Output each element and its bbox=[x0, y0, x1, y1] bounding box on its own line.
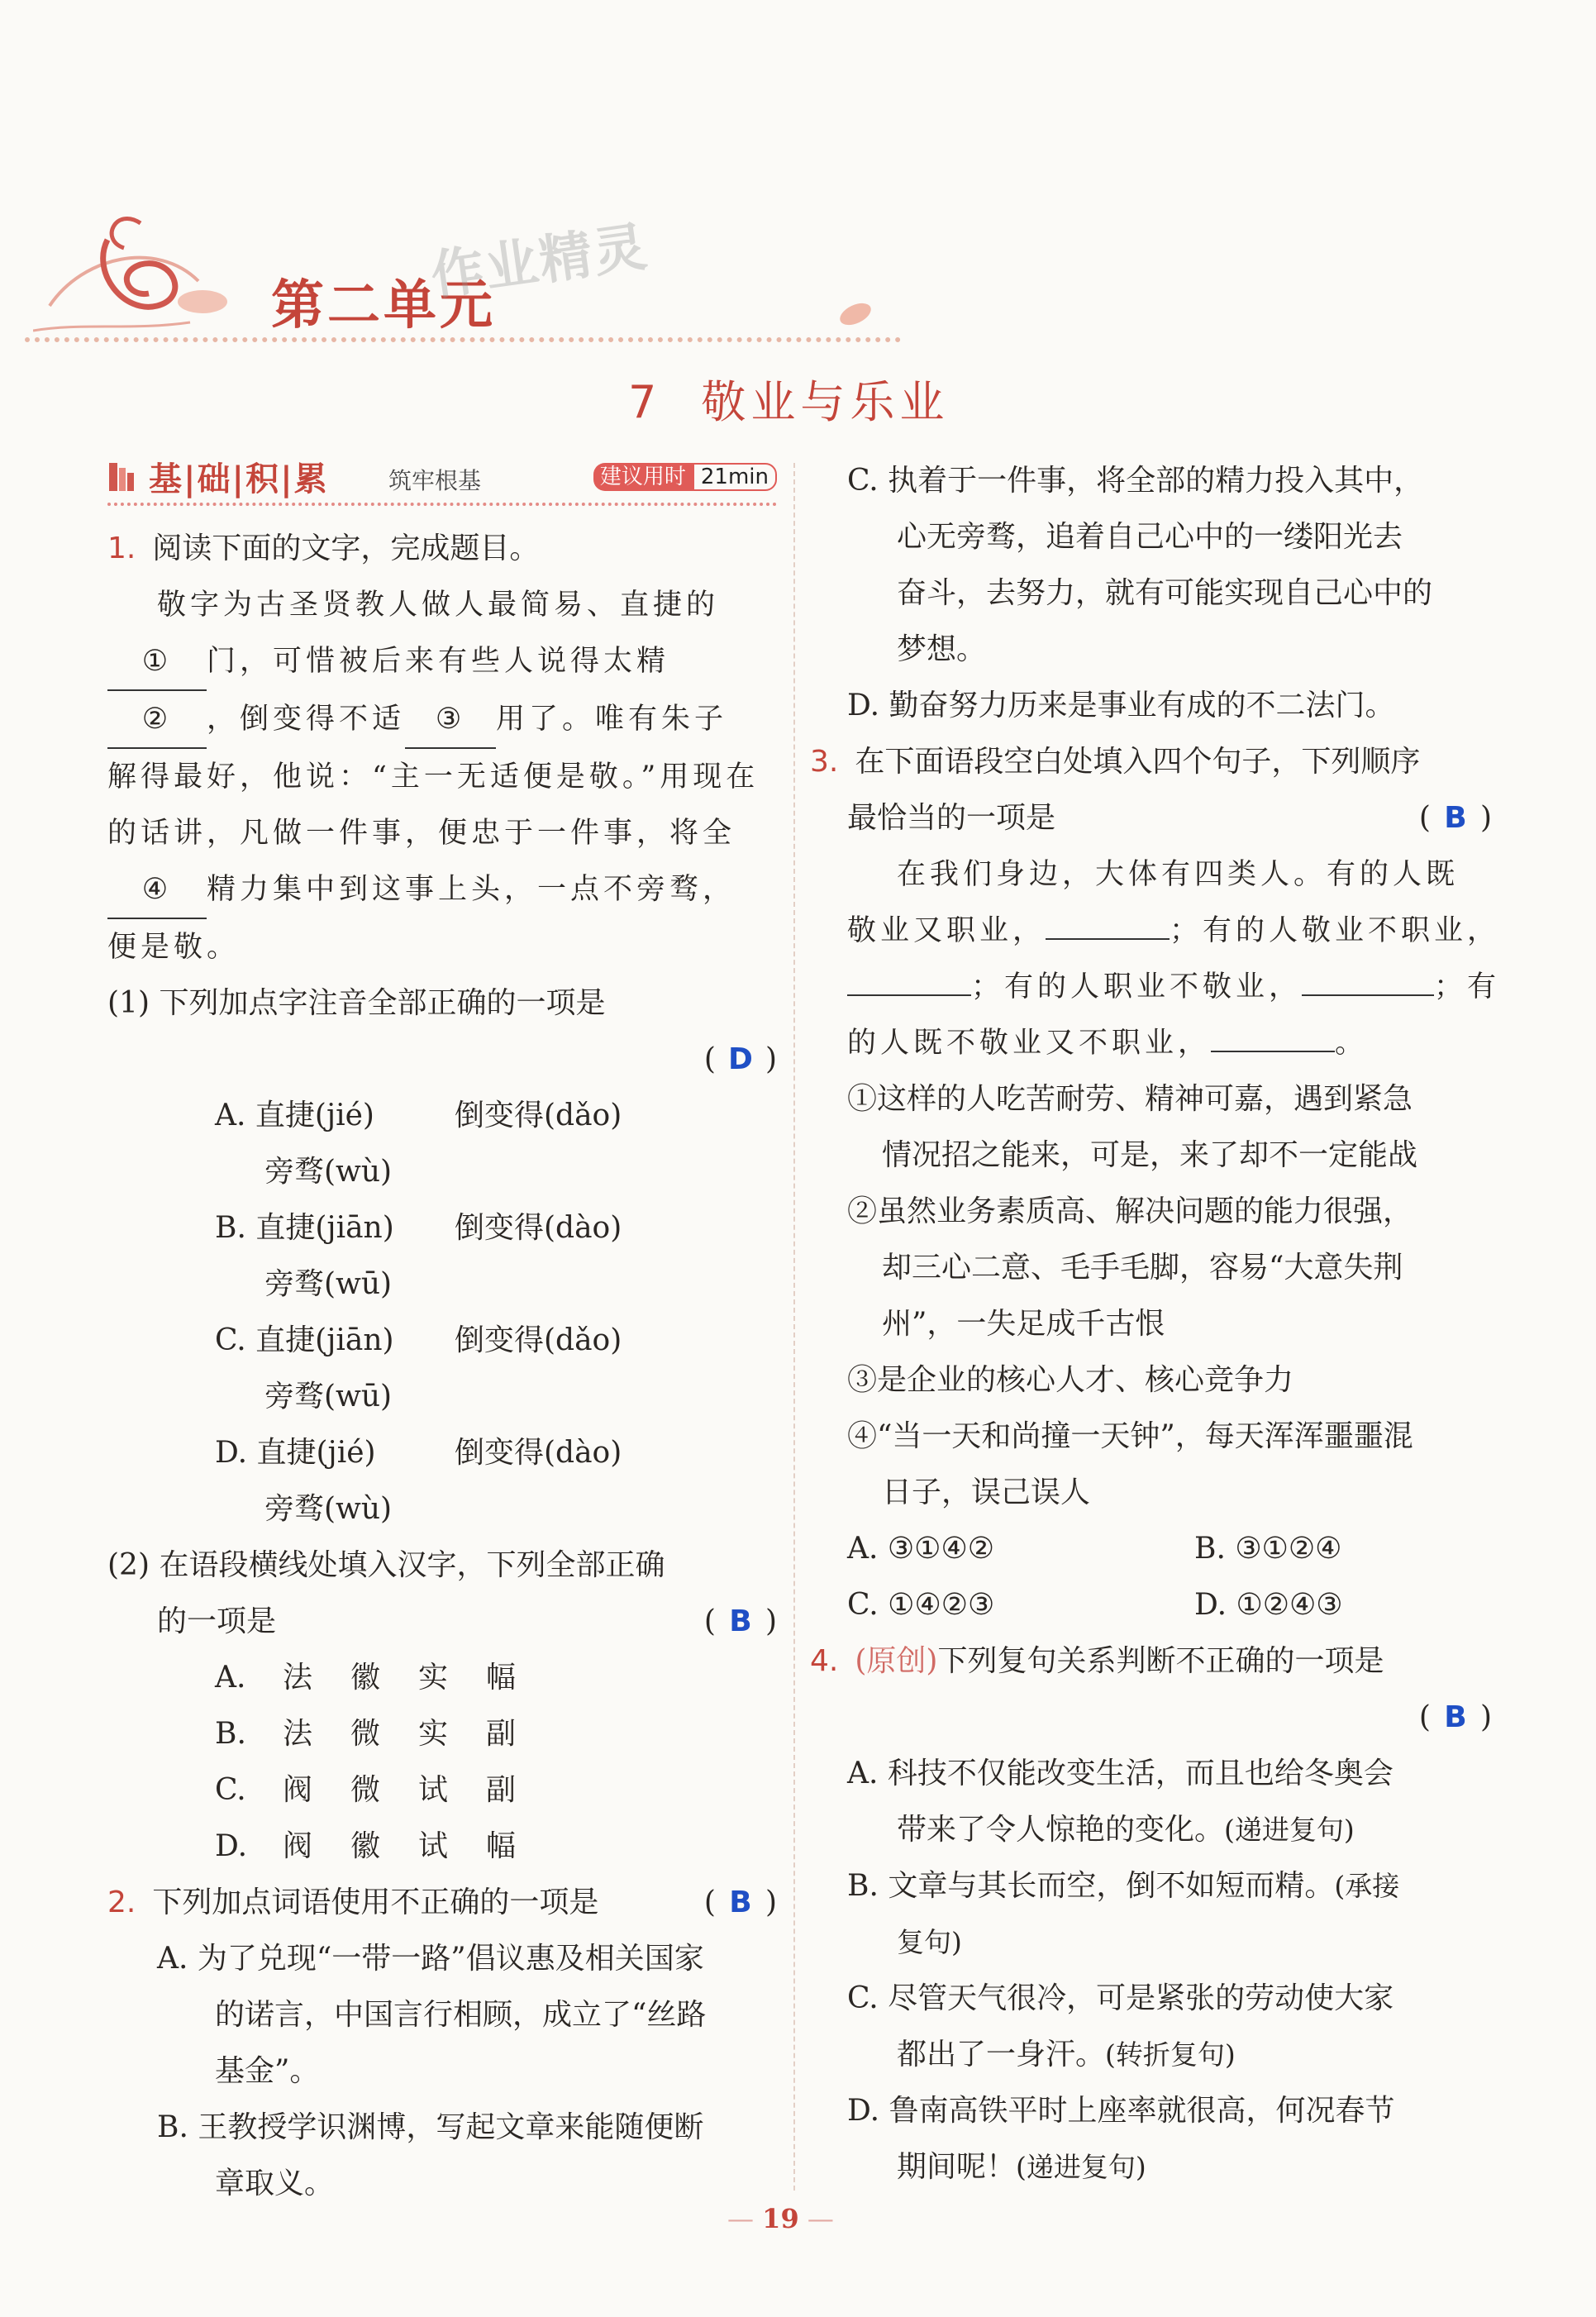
q1-passage-line bbox=[107, 633, 777, 691]
option-text: 期间呢！ bbox=[897, 2150, 1017, 2184]
q2-option-a-cont: 基金”。 bbox=[215, 2054, 320, 2088]
option-label: A. bbox=[847, 1532, 879, 1566]
q3-item-4-cont: 日子，误己误人 bbox=[882, 1476, 1091, 1509]
q3-item-2-cont: 州”，一失足成千古恨 bbox=[882, 1307, 1165, 1341]
word: 试 bbox=[418, 1829, 449, 1863]
suggested-time bbox=[593, 460, 777, 490]
q3-item-2-cont: 却三心二意、毛手毛脚，容易“大意失荆 bbox=[882, 1251, 1403, 1285]
option-text: ③①②④ bbox=[1235, 1532, 1342, 1566]
section-header bbox=[107, 453, 777, 506]
q4-stem-text: 下列复句关系判断不正确的一项是 bbox=[937, 1644, 1384, 1678]
option-label: C. bbox=[215, 1773, 246, 1807]
option-label: A. bbox=[215, 1099, 246, 1132]
q2-option-a-cont: 的诺言，中国言行相顾，成立了“丝路 bbox=[215, 1998, 707, 2032]
header-divider bbox=[25, 337, 901, 342]
leaf-ornament-icon bbox=[835, 296, 876, 329]
answer-q2: B bbox=[729, 1886, 752, 1919]
q2-option-c: C. 执着于一件事，将全部的精力投入其中， bbox=[847, 464, 1424, 498]
word: 副 bbox=[486, 1717, 517, 1751]
section-subtitle: 筑牢根基 bbox=[388, 467, 482, 494]
lesson-name: 敬业与乐业 bbox=[701, 376, 950, 428]
word: 试 bbox=[418, 1773, 449, 1807]
left-column bbox=[107, 453, 777, 2212]
q3-stem bbox=[810, 734, 1492, 790]
blank bbox=[847, 994, 971, 996]
q4-option-a-cont bbox=[847, 1802, 1492, 1858]
q3-item-1-cont: 情况招之能来，可是，来了却不一定能战 bbox=[882, 1138, 1418, 1172]
q1-stem bbox=[107, 521, 777, 577]
option-b bbox=[107, 1706, 777, 1762]
q1-stem-text: 阅读下面的文字，完成题目。 bbox=[152, 532, 540, 565]
relation-note: (承接 bbox=[1334, 1870, 1400, 1902]
book-icon bbox=[107, 460, 136, 493]
blank bbox=[1302, 994, 1434, 996]
q3-options-ab bbox=[847, 1521, 1492, 1577]
option-a-cont: 旁骛(wù) bbox=[264, 1155, 393, 1189]
passage-text: 敬业又职业， bbox=[847, 914, 1046, 947]
q3-item-1: ①这样的人吃苦耐劳、精神可嘉，遇到紧急 bbox=[847, 1082, 1413, 1116]
relation-note: (递进复句) bbox=[1224, 1814, 1355, 1846]
option-label: D. bbox=[1194, 1588, 1227, 1622]
word: 微 bbox=[350, 1773, 381, 1807]
answer-q3: B bbox=[1444, 801, 1467, 835]
option-text: ①②④③ bbox=[1236, 1588, 1343, 1622]
q3-options-cd bbox=[847, 1577, 1492, 1633]
stem-text: 最恰当的一项是 bbox=[847, 801, 1056, 835]
word: 幅 bbox=[486, 1661, 517, 1695]
q4-option-d: D. 鲁南高铁平时上座率就很高，何况春节 bbox=[847, 2094, 1395, 2128]
q1-number: 1. bbox=[107, 532, 136, 565]
column-divider bbox=[793, 463, 795, 2191]
option-a bbox=[107, 1088, 777, 1144]
q1-passage-line: 的话讲，凡做一件事，便忠于一件事，将全 bbox=[107, 817, 736, 850]
q3-passage-line: 在我们身边，大体有四类人。有的人既 bbox=[897, 858, 1460, 891]
answer-q1-1: D bbox=[728, 1042, 753, 1076]
option-d bbox=[107, 1425, 777, 1481]
relation-note: (转折复句) bbox=[1105, 2038, 1236, 2071]
option-label: C. bbox=[847, 1588, 879, 1622]
lesson-number: 7 bbox=[628, 376, 662, 428]
blank-4: ④ bbox=[107, 861, 207, 919]
q2-option-b-cont: 章取义。 bbox=[215, 2167, 335, 2200]
option-label: C. bbox=[215, 1323, 246, 1357]
word: 法 bbox=[283, 1717, 313, 1751]
option-d-cont: 旁骛(wù) bbox=[264, 1492, 393, 1526]
q4-option-b bbox=[847, 1858, 1492, 1914]
q1-passage-line bbox=[107, 691, 777, 749]
option-b bbox=[107, 1200, 777, 1256]
passage-text: 用了。唯有朱子 bbox=[496, 703, 728, 736]
word: 微 bbox=[350, 1717, 381, 1751]
option-label: B. bbox=[1194, 1532, 1226, 1566]
q2-option-c-cont: 奋斗，去努力，就有可能实现自己心中的 bbox=[897, 576, 1433, 610]
option-text: 倒变得(dào) bbox=[455, 1211, 622, 1245]
q4-option-c-cont bbox=[847, 2027, 1492, 2083]
passage-text: ；有的人职业不敬业， bbox=[971, 970, 1303, 1004]
q1-passage-line: 便是敬。 bbox=[107, 931, 241, 964]
option-d bbox=[1194, 1577, 1343, 1633]
answer-q4: B bbox=[1444, 1700, 1467, 1734]
word: 法 bbox=[283, 1661, 313, 1695]
watermark: 作业精灵 bbox=[426, 216, 652, 308]
option-text: 倒变得(dào) bbox=[455, 1436, 622, 1470]
q1-sub2-stem: (2) 在语段横线处填入汉字，下列全部正确 bbox=[107, 1548, 665, 1582]
q3-stem-cont: 最恰当的一项是 ( B ) bbox=[847, 790, 1492, 846]
swirl-ornament-icon bbox=[33, 207, 248, 347]
option-text: 倒变得(dǎo) bbox=[455, 1099, 622, 1132]
option-text: ③①④② bbox=[887, 1532, 994, 1566]
option-label: D. bbox=[215, 1436, 248, 1470]
right-column bbox=[810, 453, 1501, 2195]
word: 幅 bbox=[486, 1829, 517, 1863]
q2-stem: 2. 下列加点词语使用不正确的一项是 ( B ) bbox=[107, 1875, 777, 1931]
time-label: 建议用时 bbox=[593, 463, 693, 491]
passage-text: ，倒变得不适 bbox=[207, 703, 406, 736]
blank-2: ② bbox=[107, 691, 207, 749]
original-tag: (原创) bbox=[855, 1644, 938, 1678]
word: 实 bbox=[418, 1661, 449, 1695]
blank-1: ① bbox=[107, 633, 207, 691]
q1-passage-line bbox=[107, 861, 777, 919]
relation-note: (递进复句) bbox=[1016, 2151, 1146, 2183]
passage-text: ；有 bbox=[1434, 970, 1501, 1004]
q4-option-d-cont bbox=[847, 2139, 1492, 2195]
page-number-text: 19 bbox=[762, 2203, 799, 2234]
q4-option-c: C. 尽管天气很冷，可是紧张的劳动使大家 bbox=[847, 1981, 1394, 2015]
option-label: B. bbox=[215, 1211, 246, 1245]
section-title: 基|础|积|累 bbox=[149, 460, 329, 498]
option-text: 直捷(jiān) bbox=[255, 1323, 394, 1357]
option-text: 带来了令人惊艳的变化。 bbox=[897, 1813, 1225, 1847]
q3-item-2: ②虽然业务素质高、解决问题的能力很强， bbox=[847, 1194, 1413, 1228]
page-number: — 19 — bbox=[727, 2203, 834, 2234]
q3-item-4: ④“当一天和尚撞一天钟”，每天浑浑噩噩混 bbox=[847, 1419, 1413, 1453]
option-text: 直捷(jié) bbox=[255, 1099, 374, 1132]
passage-text: 的人既不敬业又不职业， bbox=[847, 1027, 1212, 1060]
q3-passage-line bbox=[847, 959, 1501, 1015]
q3-number: 3. bbox=[810, 745, 839, 779]
answer-q1-2: B bbox=[729, 1604, 752, 1638]
q2-option-c-cont: 梦想。 bbox=[897, 632, 987, 666]
q3-passage-line bbox=[847, 1015, 1492, 1071]
q3-passage-line bbox=[847, 903, 1501, 959]
option-label: D. bbox=[215, 1829, 248, 1863]
option-c bbox=[107, 1762, 777, 1819]
word: 实 bbox=[418, 1717, 449, 1751]
time-value: 21min bbox=[693, 463, 777, 491]
option-text: B. 文章与其长而空，倒不如短而精。 bbox=[847, 1869, 1335, 1903]
q2-stem-text: 下列加点词语使用不正确的一项是 bbox=[152, 1886, 599, 1919]
option-a bbox=[107, 1650, 777, 1706]
passage-text: ；有的人敬业不职业， bbox=[1170, 914, 1501, 947]
q1-passage-line: 敬字为古圣贤教人做人最简易、直捷的 bbox=[157, 589, 720, 622]
passage-text: 精力集中到这事上头，一点不旁骛， bbox=[207, 873, 736, 906]
q2-option-d: D. 勤奋努力历来是事业有成的不二法门。 bbox=[847, 689, 1395, 722]
q3-item-3: ③是企业的核心人才、核心竞争力 bbox=[847, 1363, 1294, 1397]
option-c bbox=[107, 1313, 777, 1369]
q1-sub2-stem-cont: 的一项是 ( B ) bbox=[107, 1594, 777, 1650]
q4-option-b-cont: 复句) bbox=[897, 1926, 962, 1958]
word: 徽 bbox=[350, 1829, 381, 1863]
blank bbox=[1046, 938, 1170, 940]
q4-stem bbox=[810, 1633, 1492, 1690]
word: 徽 bbox=[350, 1661, 381, 1695]
option-text: 都出了一身汗。 bbox=[897, 2038, 1106, 2071]
option-c-cont: 旁骛(wū) bbox=[264, 1380, 393, 1414]
q1-sub1-answer-line: ( D ) bbox=[107, 1032, 777, 1088]
q4-option-a: A. 科技不仅能改变生活，而且也给冬奥会 bbox=[847, 1757, 1394, 1790]
word: 阀 bbox=[283, 1829, 313, 1863]
option-text: 倒变得(dǎo) bbox=[455, 1323, 622, 1357]
option-b bbox=[1194, 1521, 1341, 1577]
option-text: 直捷(jié) bbox=[256, 1436, 376, 1470]
word: 阀 bbox=[283, 1773, 313, 1807]
blank bbox=[1211, 1051, 1335, 1052]
option-text: ①④②③ bbox=[888, 1588, 995, 1622]
word: 副 bbox=[486, 1773, 517, 1807]
unit-title: 第二单元 bbox=[271, 274, 496, 336]
blank-3: ③ bbox=[405, 691, 496, 749]
option-b-cont: 旁骛(wū) bbox=[264, 1267, 393, 1301]
q2-option-a: A. 为了兑现“一带一路”倡议惠及相关国家 bbox=[157, 1942, 704, 1976]
q2-number: 2. bbox=[107, 1886, 136, 1919]
q4-answer-line: ( B ) bbox=[847, 1690, 1492, 1746]
passage-text: 。 bbox=[1335, 1027, 1369, 1060]
passage-text: 门，可惜被后来有些人说得太精 bbox=[207, 645, 670, 678]
lesson-title bbox=[628, 367, 949, 431]
q2-option-c-cont: 心无旁骛，追着自己心中的一缕阳光去 bbox=[897, 520, 1403, 554]
option-d bbox=[107, 1819, 777, 1875]
option-label: B. bbox=[215, 1717, 246, 1751]
q1-sub1-stem: (1) 下列加点字注音全部正确的一项是 bbox=[107, 986, 606, 1020]
option-label: A. bbox=[215, 1661, 246, 1695]
option-text: 直捷(jiān) bbox=[255, 1211, 394, 1245]
stem-text: 的一项是 bbox=[157, 1604, 277, 1638]
q1-passage-line: 解得最好，他说：“主一无适便是敬。”用现在 bbox=[107, 760, 760, 794]
q2-option-b: B. 王教授学识渊博，写起文章来能随便断 bbox=[157, 2110, 704, 2144]
q3-stem-text: 在下面语段空白处填入四个句子，下列顺序 bbox=[855, 745, 1421, 779]
q4-number: 4. bbox=[810, 1644, 839, 1678]
